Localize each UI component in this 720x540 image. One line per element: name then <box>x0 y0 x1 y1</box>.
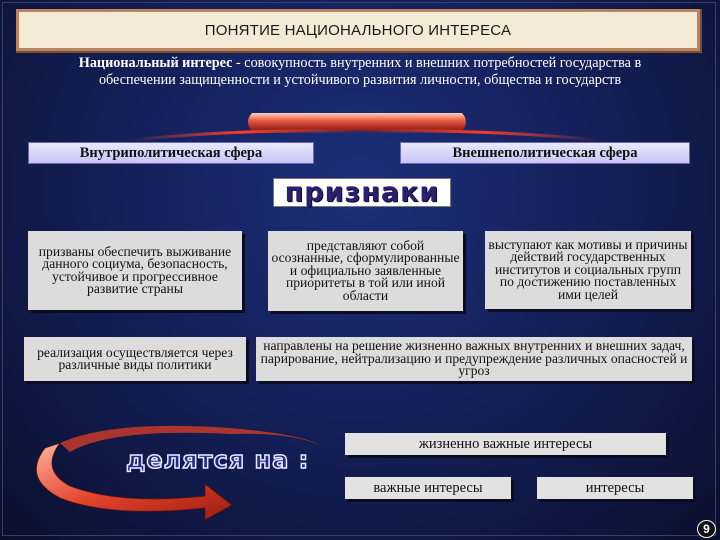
signs-badge <box>273 178 451 207</box>
slide-title: ПОНЯТИЕ НАЦИОНАЛЬНОГО ИНТЕРЕСА <box>204 21 512 39</box>
connector-bar <box>248 113 466 131</box>
definition-term: Национальный интерес <box>78 55 233 71</box>
level-important: важные интересы <box>345 477 511 499</box>
sphere-internal: Внутриполитическая сфера <box>28 142 314 164</box>
level-vital: жизненно важные интересы <box>345 433 666 455</box>
definition-text: - совокупность внутренних и внешних потребностей государства в обеспечении защищенности и устойчивого развития личности, общества и государств <box>98 55 642 88</box>
sign-external: выступают как мотивы и причины действий государственных институтов и социальных групп по достижению поставленных ими целей <box>485 231 691 309</box>
page-number: 9 <box>697 520 716 538</box>
level-interests: интересы <box>537 477 693 499</box>
title-frame <box>16 9 702 53</box>
connector-line-left <box>130 131 360 140</box>
signs-label: признаки <box>284 177 440 208</box>
divided-label: делятся на : <box>126 446 310 474</box>
sign-middle: представляют собой осознанные, сформулированные и официально заявленные приоритеты в той или иной области <box>268 231 463 311</box>
sphere-external: Внешнеполитическая сфера <box>400 142 690 164</box>
sign-internal: призваны обеспечить выживание данного социума, безопасность, устойчивое и прогрессивное развитие страны <box>28 231 242 310</box>
connector-line-right <box>360 131 600 140</box>
definition <box>40 55 680 88</box>
sign-direction: направлены на решение жизненно важных внутренних и внешних задач, парирование, нейтрализацию и предупреждение различных опасностей и угроз <box>256 337 692 381</box>
sign-implementation: реализация осуществляется через различные виды политики <box>24 337 246 381</box>
